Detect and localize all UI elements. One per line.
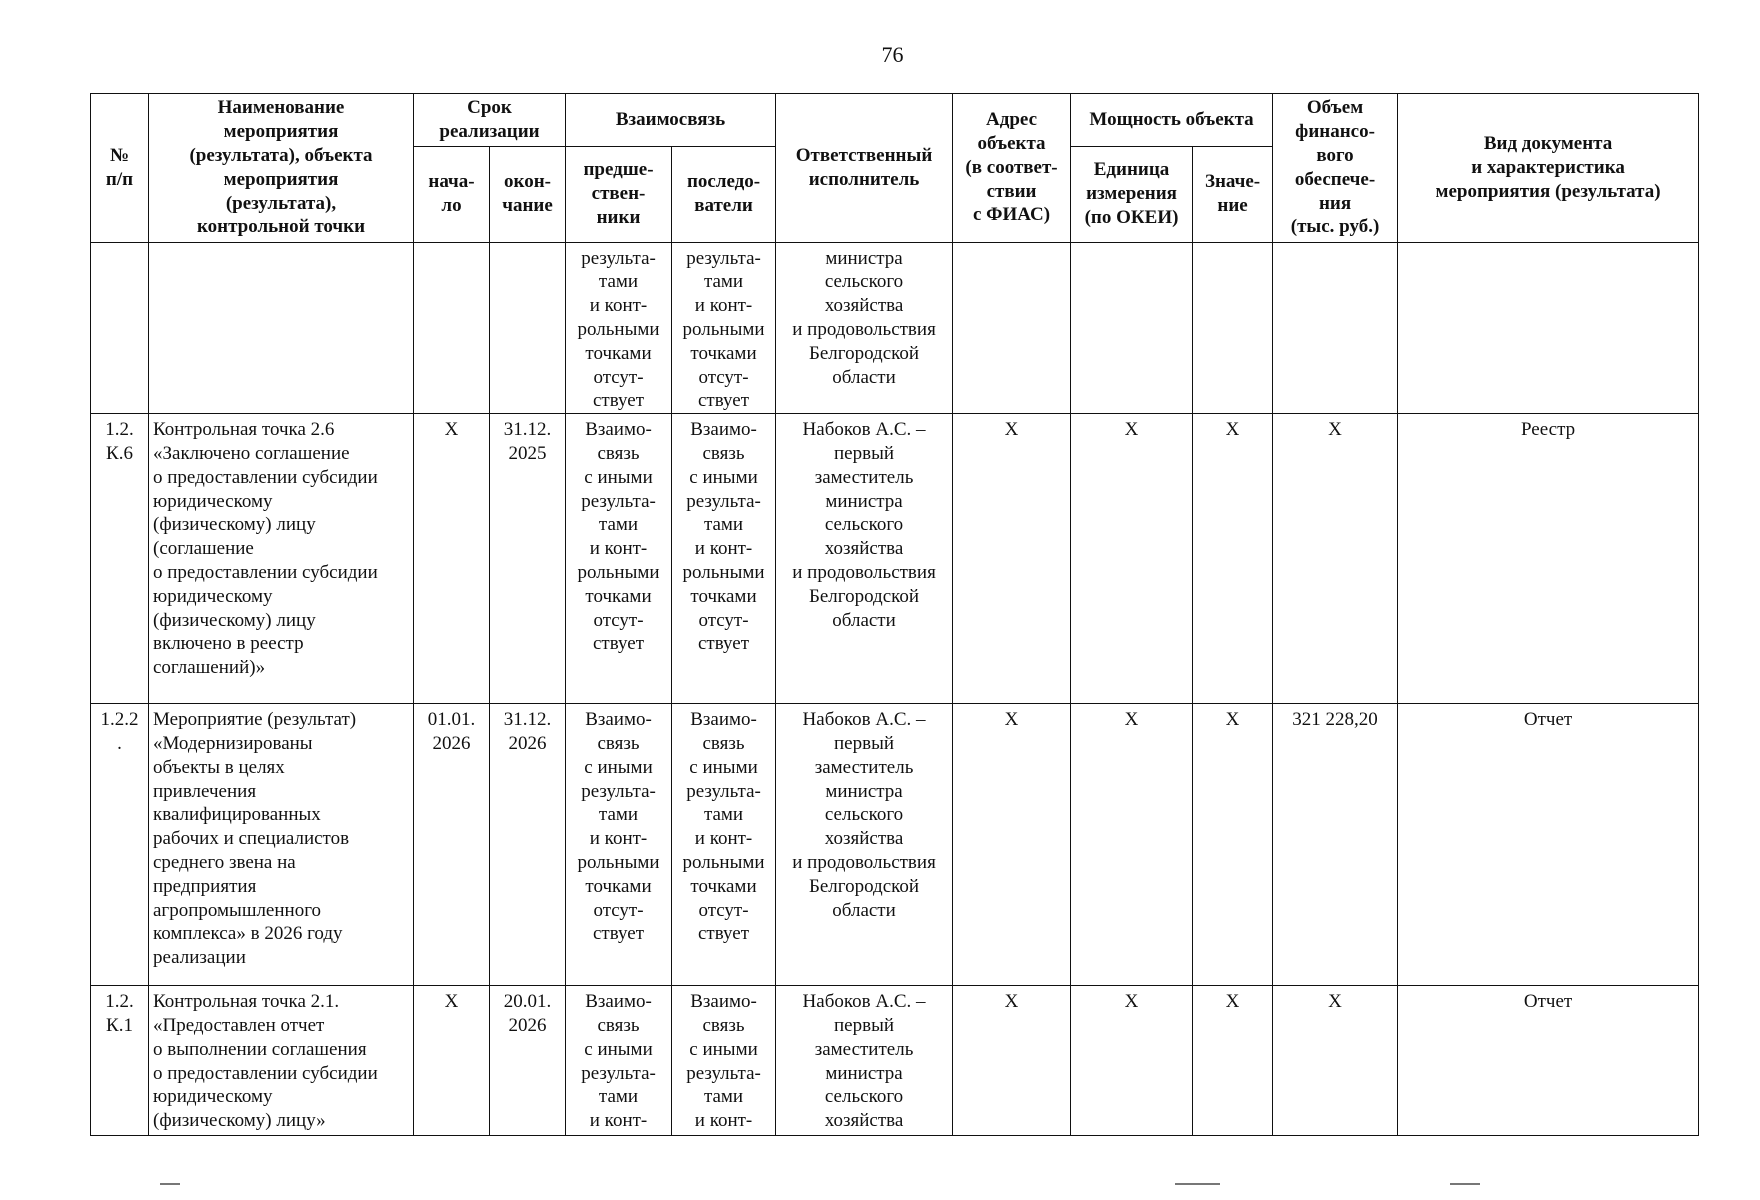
header-capacity: Мощность объекта	[1071, 94, 1273, 147]
header-address: Адрес объекта (в соответ- ствии с ФИАС)	[953, 94, 1071, 243]
cell-finance: X	[1273, 986, 1398, 1136]
header-successors: последо- ватели	[672, 146, 776, 242]
cell-address	[953, 242, 1071, 414]
cell-name	[149, 242, 414, 414]
table-row	[91, 414, 1699, 704]
cell-address: X	[953, 414, 1071, 704]
cell-num: 1.2. К.6	[91, 414, 149, 704]
cell-value: X	[1193, 414, 1273, 704]
cell-end: 31.12. 2026	[490, 704, 566, 986]
table-body	[91, 242, 1699, 1136]
cell-end	[490, 242, 566, 414]
cell-num: 1.2.2 .	[91, 704, 149, 986]
cell-predecessors: результа- тами и конт- рольными точками отсут- ствует	[566, 242, 672, 414]
cell-executor: Набоков А.С. – первый заместитель министра сельского хозяйства	[776, 986, 953, 1136]
scan-mark	[160, 1183, 180, 1185]
cell-start: 01.01. 2026	[414, 704, 490, 986]
header-predecessors: предше- ствен- ники	[566, 146, 672, 242]
table-row	[91, 704, 1699, 986]
header-name: Наименование мероприятия (результата), объекта мероприятия (результата), контрольной точки	[149, 94, 414, 243]
header-doc-type: Вид документа и характеристика мероприятия (результата)	[1398, 94, 1699, 243]
schedule-table	[90, 93, 1699, 1136]
cell-predecessors: Взаимо- связь с иными результа- тами и конт- рольными точками отсут- ствует	[566, 414, 672, 704]
cell-unit: X	[1071, 986, 1193, 1136]
cell-name: Контрольная точка 2.1. «Предоставлен отчет о выполнении соглашения о предоставлении субсидии юридическому (физическому) лицу»	[149, 986, 414, 1136]
cell-successors: Взаимо- связь с иными результа- тами и конт-	[672, 986, 776, 1136]
cell-start: X	[414, 414, 490, 704]
cell-finance: 321 228,20	[1273, 704, 1398, 986]
cell-start: X	[414, 986, 490, 1136]
cell-doc-type: Отчет	[1398, 704, 1699, 986]
cell-doc-type: Реестр	[1398, 414, 1699, 704]
cell-num: 1.2. К.1	[91, 986, 149, 1136]
header-num: № п/п	[91, 94, 149, 243]
cell-address: X	[953, 704, 1071, 986]
cell-finance	[1273, 242, 1398, 414]
header-value: Значе- ние	[1193, 146, 1273, 242]
header-finance: Объем финансо- вого обеспече- ния (тыс. руб.)	[1273, 94, 1398, 243]
header-period: Срок реализации	[414, 94, 566, 147]
cell-num	[91, 242, 149, 414]
cell-unit: X	[1071, 704, 1193, 986]
cell-finance: X	[1273, 414, 1398, 704]
cell-predecessors: Взаимо- связь с иными результа- тами и конт- рольными точками отсут- ствует	[566, 704, 672, 986]
cell-value: X	[1193, 986, 1273, 1136]
header-relation: Взаимосвязь	[566, 94, 776, 147]
cell-end: 31.12. 2025	[490, 414, 566, 704]
cell-unit: X	[1071, 414, 1193, 704]
cell-value	[1193, 242, 1273, 414]
cell-successors: результа- тами и конт- рольными точками отсут- ствует	[672, 242, 776, 414]
cell-doc-type: Отчет	[1398, 986, 1699, 1136]
cell-executor: министра сельского хозяйства и продовольствия Белгородской области	[776, 242, 953, 414]
cell-executor: Набоков А.С. – первый заместитель министра сельского хозяйства и продовольствия Белгородской области	[776, 414, 953, 704]
page-number: 76	[881, 42, 904, 67]
cell-start	[414, 242, 490, 414]
cell-doc-type	[1398, 242, 1699, 414]
scan-mark	[1175, 1183, 1220, 1185]
cell-unit	[1071, 242, 1193, 414]
scan-mark	[1450, 1183, 1480, 1185]
header-start: нача- ло	[414, 146, 490, 242]
header-executor: Ответственный исполнитель	[776, 94, 953, 243]
cell-executor: Набоков А.С. – первый заместитель министра сельского хозяйства и продовольствия Белгородской области	[776, 704, 953, 986]
cell-predecessors: Взаимо- связь с иными результа- тами и конт-	[566, 986, 672, 1136]
header-end: окон- чание	[490, 146, 566, 242]
table-row	[91, 242, 1699, 414]
header-unit: Единица измерения (по ОКЕИ)	[1071, 146, 1193, 242]
cell-name: Мероприятие (результат) «Модернизированы объекты в целях привлечения квалифицированных рабочих и специалистов среднего звена на предприятия агропромышленного комплекса» в 2026 году реализации	[149, 704, 414, 986]
table-row	[91, 986, 1699, 1136]
cell-end: 20.01. 2026	[490, 986, 566, 1136]
cell-name: Контрольная точка 2.6 «Заключено соглашение о предоставлении субсидии юридическому (физическому) лицу (соглашение о предоставлении субсидии юридическому (физическому) лицу включено в реестр соглашений)»	[149, 414, 414, 704]
cell-address: X	[953, 986, 1071, 1136]
cell-successors: Взаимо- связь с иными результа- тами и конт- рольными точками отсут- ствует	[672, 414, 776, 704]
cell-value: X	[1193, 704, 1273, 986]
cell-successors: Взаимо- связь с иными результа- тами и конт- рольными точками отсут- ствует	[672, 704, 776, 986]
